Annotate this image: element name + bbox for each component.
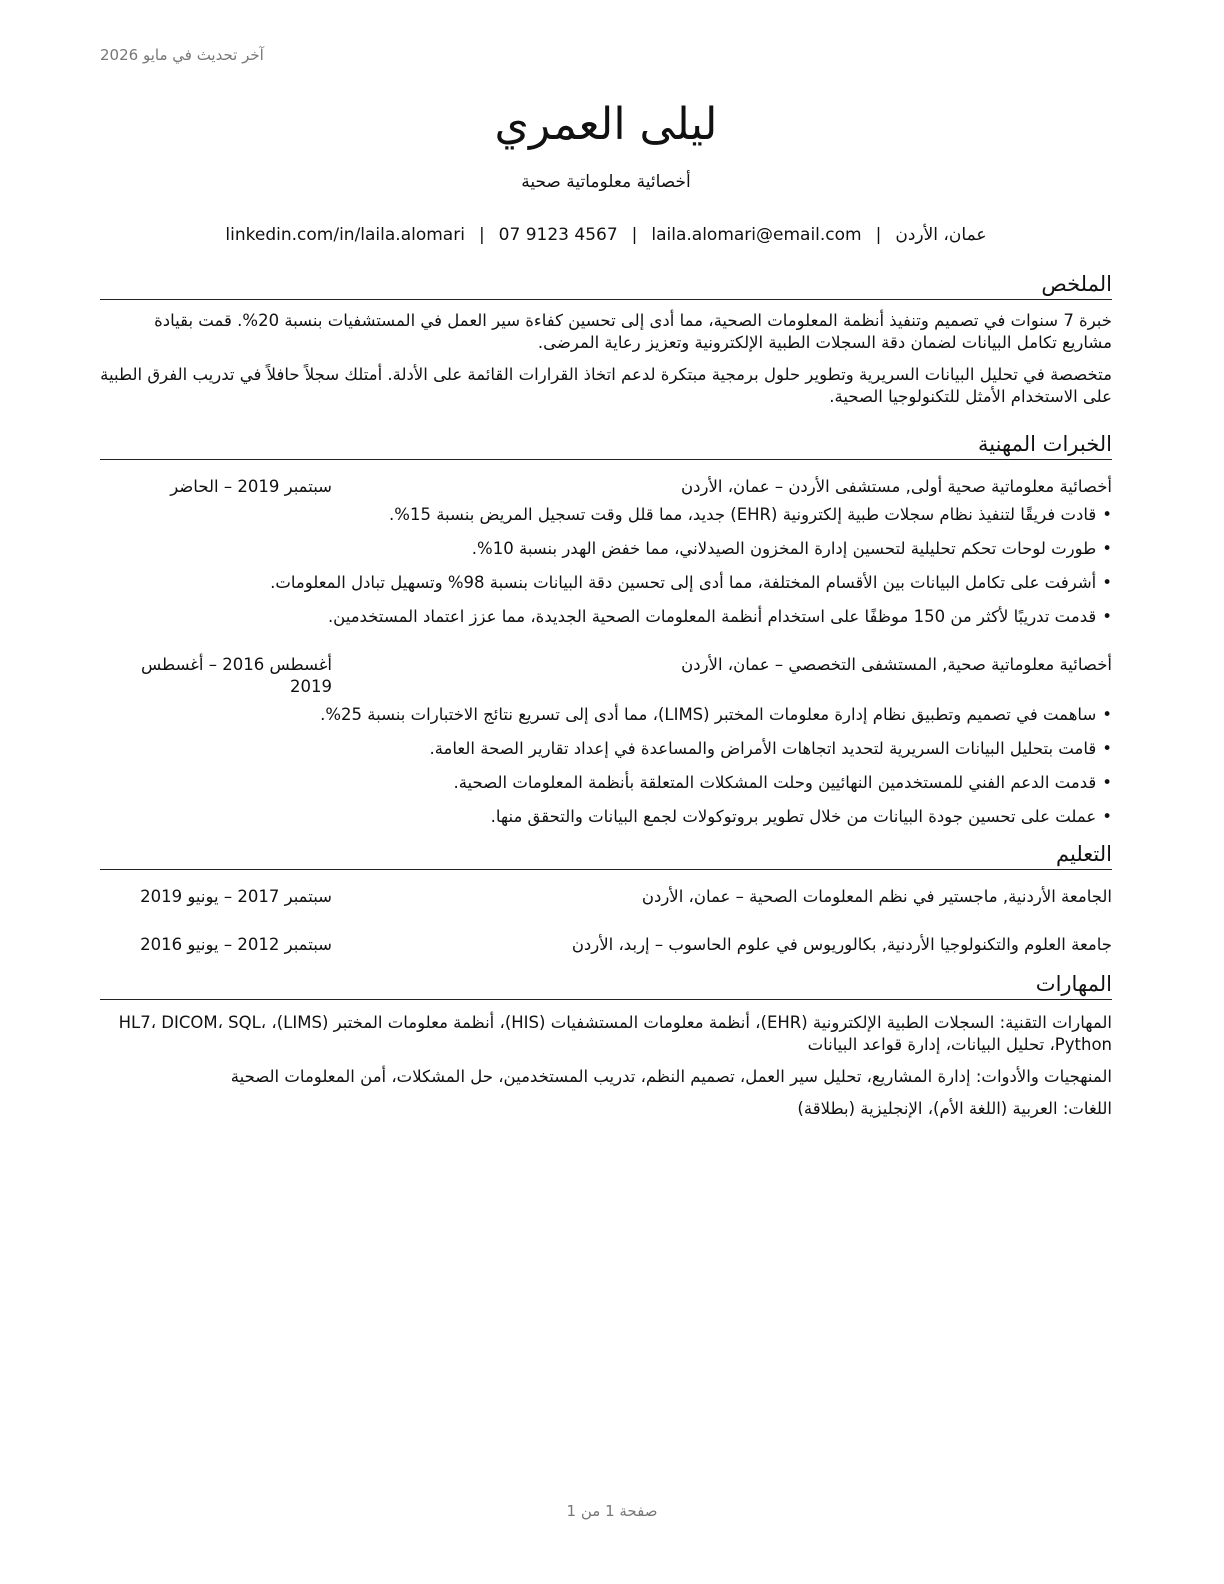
bullet-icon: • [1102, 773, 1112, 792]
bullet-text: قدمت تدريبًا لأكثر من 150 موظفًا على استخدام أنظمة المعلومات الصحية الجديدة، مما عزز اعتماد المستخدمين. [327, 607, 1097, 626]
bullet-icon: • [1102, 607, 1112, 626]
page-number: صفحة 1 من 1 [566, 1502, 658, 1520]
contact-separator: | [478, 225, 485, 245]
bullet-text: قادت فريقًا لتنفيذ نظام سجلات طبية إلكترونية (EHR) جديد، مما قلل وقت تسجيل المريض بنسبة 15%. [389, 505, 1097, 524]
bullet-icon: • [1102, 739, 1112, 758]
bullet-icon: • [1102, 573, 1112, 592]
bullet-text: أشرفت على تكامل البيانات بين الأقسام المختلفة، مما أدى إلى تحسين دقة البيانات بنسبة 98% وتسهيل تبادل المعلومات. [270, 573, 1097, 592]
contact-linkedin[interactable]: linkedin.com/in/laila.alomari [225, 225, 465, 245]
skills-line: المهارات التقنية: السجلات الطبية الإلكترونية (EHR)، أنظمة معلومات المستشفيات (HIS)، أنظمة معلومات المختبر (LIMS)، HL7، DICOM، SQL، Python، تحليل البيانات، إدارة قواعد البيانات [118, 1013, 1112, 1054]
summary-paragraph: خبرة 7 سنوات في تصميم وتنفيذ أنظمة المعلومات الصحية، مما أدى إلى تحسين كفاءة سير العمل في المستشفيات بنسبة 20%. قمت بقيادة مشاريع تكامل البيانات لضمان دقة السجلات الطبية الإلكترونية وتعزيز رعاية المرضى. [154, 311, 1112, 352]
job-bullets [100, 704, 1112, 828]
list-item [100, 738, 1112, 760]
bullet-text: طورت لوحات تحكم تحليلية لتحسين إدارة المخزون الصيدلاني، مما خفض الهدر بنسبة 10%. [471, 539, 1097, 558]
skills-line: المنهجيات والأدوات: إدارة المشاريع، تحليل سير العمل، تصميم النظم، تدريب المستخدمين، حل المشكلات، أمن المعلومات الصحية [230, 1067, 1112, 1086]
bullet-text: قدمت الدعم الفني للمستخدمين النهائيين وحلت المشكلات المتعلقة بأنظمة المعلومات الصحية. [453, 773, 1097, 792]
job-role: أخصائية معلوماتية صحية أولى, مستشفى الأردن – عمان، الأردن [681, 477, 1112, 496]
education-heading: التعليم [100, 840, 1112, 870]
contact-phone[interactable]: 07 9123 4567 [498, 225, 618, 245]
education-dates: سبتمبر 2017 – يونيو 2019 [140, 887, 332, 906]
skills-line: اللغات: العربية (اللغة الأم)، الإنجليزية (بطلاقة) [797, 1099, 1112, 1118]
contact-location: عمان، الأردن [895, 225, 987, 245]
summary-heading: الملخص [100, 270, 1112, 300]
list-item [100, 772, 1112, 794]
job-header [100, 476, 1112, 498]
job-title: أخصائية معلوماتية صحية [521, 172, 691, 192]
education-text: الجامعة الأردنية, ماجستير في نظم المعلومات الصحية – عمان، الأردن [641, 887, 1112, 906]
contact-separator: | [875, 225, 882, 245]
education-dates: سبتمبر 2012 – يونيو 2016 [140, 935, 332, 954]
job-header [100, 654, 1112, 698]
job-dates: سبتمبر 2019 – الحاضر [170, 477, 332, 496]
list-item [100, 806, 1112, 828]
job-dates: أغسطس 2016 – أغسطس 2019 [141, 655, 332, 696]
contact-email[interactable]: laila.alomari@email.com [651, 225, 862, 245]
contact-separator: | [631, 225, 638, 245]
list-item [100, 538, 1112, 560]
skills-heading: المهارات [100, 970, 1112, 1000]
bullet-text: قامت بتحليل البيانات السريرية لتحديد اتجاهات الأمراض والمساعدة في إعداد تقارير الصحة العامة. [429, 739, 1097, 758]
bullet-icon: • [1102, 539, 1112, 558]
experience-heading: الخبرات المهنية [100, 430, 1112, 460]
list-item [100, 504, 1112, 526]
candidate-name: ليلى العمري [494, 99, 718, 150]
contact-line [100, 222, 1112, 248]
education-item [100, 886, 1112, 908]
bullet-icon: • [1102, 705, 1112, 724]
list-item [100, 572, 1112, 594]
bullet-text: عملت على تحسين جودة البيانات من خلال تطوير بروتوكولات لجمع البيانات والتحقق منها. [490, 807, 1097, 826]
bullet-icon: • [1102, 807, 1112, 826]
education-text: جامعة العلوم والتكنولوجيا الأردنية, بكالوريوس في علوم الحاسوب – إربد، الأردن [571, 935, 1112, 954]
job-role: أخصائية معلوماتية صحية, المستشفى التخصصي – عمان، الأردن [681, 655, 1112, 674]
list-item [100, 606, 1112, 628]
list-item [100, 704, 1112, 726]
bullet-text: ساهمت في تصميم وتطبيق نظام إدارة معلومات المختبر (LIMS)، مما أدى إلى تسريع نتائج الاختبارات بنسبة 25%. [320, 705, 1097, 724]
last-updated: آخر تحديث في مايو 2026 [100, 46, 264, 64]
resume-page [100, 90, 1112, 1120]
summary-paragraph: متخصصة في تحليل البيانات السريرية وتطوير حلول برمجية مبتكرة لدعم اتخاذ القرارات القائمة على الأدلة. أمتلك سجلاً حافلاً في تدريب الفرق الطبية على الاستخدام الأمثل للتكنولوجيا الصحية. [100, 365, 1112, 406]
education-item [100, 934, 1112, 956]
job-bullets [100, 504, 1112, 628]
bullet-icon: • [1102, 505, 1112, 524]
